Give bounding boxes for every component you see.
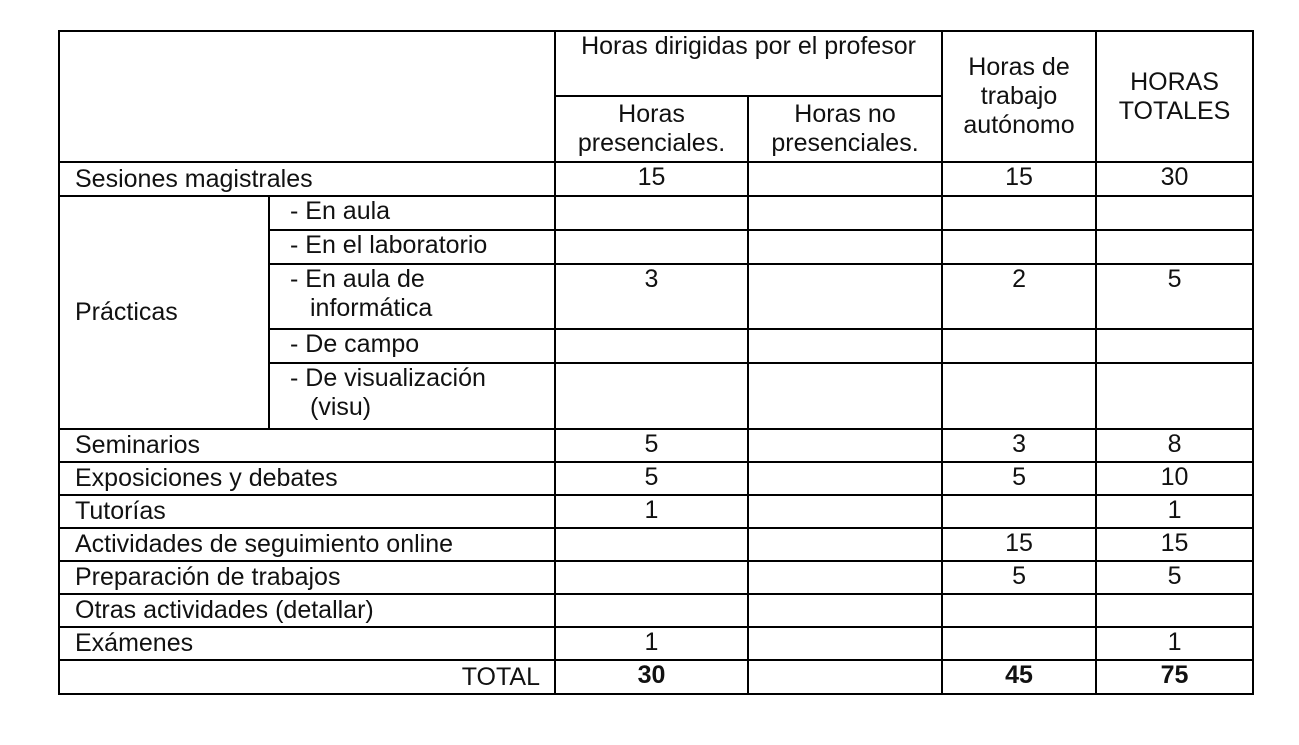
header-empty-cell [59,31,555,162]
cell-presenciales [555,561,748,594]
cell-total [1096,594,1253,627]
cell-presenciales [555,363,748,429]
cell-autonomo: 2 [942,264,1096,329]
cell-no-presenciales [748,627,942,660]
cell-total: 15 [1096,528,1253,561]
row-label: Otras actividades (detallar) [59,594,555,627]
cell-autonomo: 15 [942,162,1096,196]
practicas-label: Prácticas [59,196,269,429]
table-row [59,627,1253,660]
cell-autonomo [942,196,1096,230]
cell-no-presenciales [748,429,942,462]
cell-no-presenciales [748,528,942,561]
cell-presenciales [555,528,748,561]
cell-total [1096,329,1253,363]
cell-no-presenciales [748,196,942,230]
cell-presenciales [555,196,748,230]
cell-presenciales: 5 [555,462,748,495]
table-row [59,528,1253,561]
total-label: TOTAL [59,660,555,694]
row-sublabel: - De campo [269,329,555,363]
cell-presenciales [555,230,748,264]
cell-no-presenciales [748,162,942,196]
row-label: Exámenes [59,627,555,660]
row-label: Exposiciones y debates [59,462,555,495]
cell-autonomo [942,363,1096,429]
row-label: Actividades de seguimiento online [59,528,555,561]
header-horas-presenciales: Horas presenciales. [555,96,748,162]
cell-no-presenciales [748,230,942,264]
cell-presenciales: 1 [555,627,748,660]
cell-total [1096,196,1253,230]
table-row [59,495,1253,528]
total-presenciales: 30 [555,660,748,694]
cell-no-presenciales [748,264,942,329]
cell-total: 5 [1096,561,1253,594]
cell-no-presenciales [748,363,942,429]
cell-total [1096,230,1253,264]
hours-table [58,30,1254,695]
table-row [59,162,1253,196]
cell-presenciales [555,594,748,627]
cell-autonomo [942,594,1096,627]
cell-autonomo: 3 [942,429,1096,462]
cell-autonomo [942,329,1096,363]
row-label: Preparación de trabajos [59,561,555,594]
header-horas-totales: HORAS TOTALES [1096,31,1253,162]
cell-presenciales: 3 [555,264,748,329]
cell-autonomo: 5 [942,561,1096,594]
total-horas-totales: 75 [1096,660,1253,694]
table-row [59,462,1253,495]
cell-total: 1 [1096,627,1253,660]
cell-no-presenciales [748,561,942,594]
cell-no-presenciales [748,594,942,627]
cell-total: 30 [1096,162,1253,196]
cell-autonomo: 5 [942,462,1096,495]
table-row [59,561,1253,594]
cell-presenciales: 5 [555,429,748,462]
cell-total: 8 [1096,429,1253,462]
row-sublabel: - De visualización (visu) [269,363,555,429]
row-label: Tutorías [59,495,555,528]
cell-presenciales: 15 [555,162,748,196]
total-autonomo: 45 [942,660,1096,694]
table-row [59,196,1253,230]
cell-total: 1 [1096,495,1253,528]
header-horas-no-presenciales: Horas no presenciales. [748,96,942,162]
row-sublabel: - En el laboratorio [269,230,555,264]
cell-presenciales: 1 [555,495,748,528]
cell-total: 5 [1096,264,1253,329]
cell-autonomo [942,495,1096,528]
row-label: Seminarios [59,429,555,462]
row-label: Sesiones magistrales [59,162,555,196]
table-row [59,594,1253,627]
cell-no-presenciales [748,329,942,363]
total-row [59,660,1253,694]
cell-no-presenciales [748,462,942,495]
header-row-1 [59,31,1253,96]
cell-total [1096,363,1253,429]
table-row [59,429,1253,462]
cell-autonomo: 15 [942,528,1096,561]
header-horas-trabajo-autonomo: Horas de trabajo autónomo [942,31,1096,162]
cell-no-presenciales [748,495,942,528]
total-no-presenciales [748,660,942,694]
cell-autonomo [942,627,1096,660]
row-sublabel: - En aula [269,196,555,230]
row-sublabel: - En aula de informática [269,264,555,329]
header-horas-dirigidas: Horas dirigidas por el profesor [555,31,942,96]
cell-presenciales [555,329,748,363]
cell-autonomo [942,230,1096,264]
cell-total: 10 [1096,462,1253,495]
